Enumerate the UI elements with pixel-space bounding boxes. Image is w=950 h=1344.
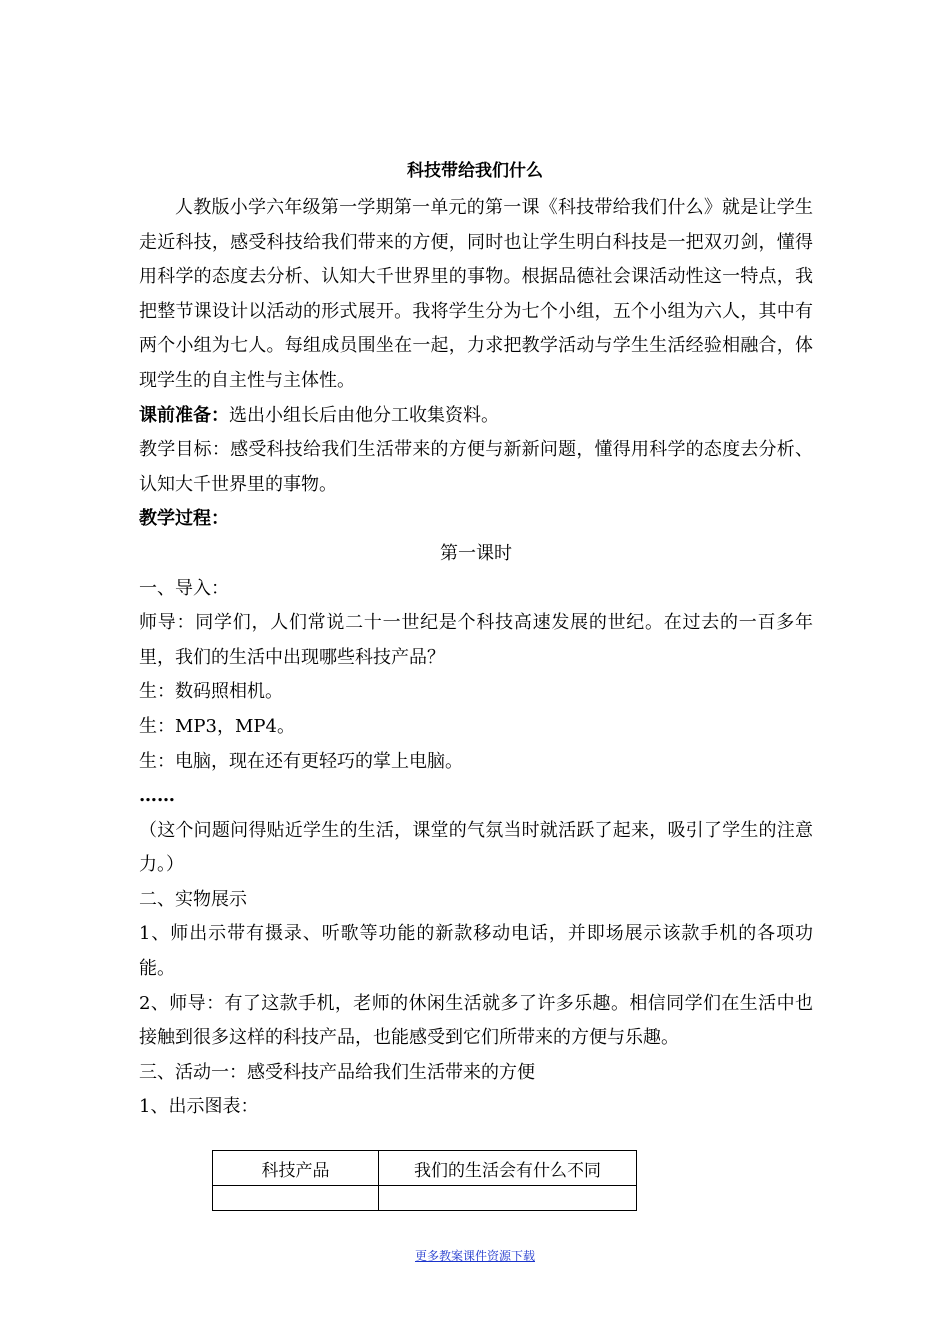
table-cell [213, 1186, 379, 1211]
lesson-heading: 第一课时 [440, 542, 512, 564]
teacher-line-1: 师导：同学们，人们常说二十一世纪是个科技高速发展的世纪。在过去的一百多年里，我们的生活中出现哪些科技产品？ [139, 612, 813, 668]
section-2-item-1: 1、师出示带有摄录、听歌等功能的新款移动电话，并即场展示该款手机的各项功能。 [139, 923, 813, 980]
footer [0, 1247, 950, 1264]
ellipsis-line: …… [139, 785, 175, 807]
student-line-2: 生：MP3，MP4。 [139, 715, 295, 737]
note-paragraph: （这个问题问得贴近学生的生活，课堂的气氛当时就活跃了起来，吸引了学生的注意力。） [139, 819, 813, 876]
section-3-item-1: 1、出示图表： [139, 1096, 259, 1118]
activity-table [212, 1150, 637, 1211]
section-2-heading: 二、实物展示 [139, 888, 247, 910]
document-title: 科技带给我们什么 [407, 161, 543, 181]
download-link[interactable]: 更多教案课件资源下载 [414, 1249, 535, 1263]
intro-paragraph: 人教版小学六年级第一学期第一单元的第一课《科技带给我们什么》就是让学生走近科技，感受科技给我们带来的方便，同时也让学生明白科技是一把双刃剑，懂得用科学的态度去分析、认知大千世界里的事物。根据品德社会课活动性这一特点，我把整节课设计以活动的形式展开。我将学生分为七个小组，五个小组为六人，其中有两个小组为七人。每组成员围坐在一起，力求把教学活动与学生生活经验相融合，体现学生的自主性与主体性。 [139, 197, 813, 391]
student-line-3: 生：电脑，现在还有更轻巧的掌上电脑。 [139, 750, 463, 772]
section-1-heading: 一、导入： [139, 577, 229, 599]
table-row [213, 1186, 637, 1211]
table-cell [379, 1186, 637, 1211]
goal-paragraph: 教学目标：感受科技给我们生活带来的方便与新新问题，懂得用科学的态度去分析、认知大千世界里的事物。 [139, 439, 813, 495]
process-heading: 教学过程： [139, 508, 229, 530]
section-3-heading: 三、活动一：感受科技产品给我们生活带来的方便 [139, 1061, 535, 1083]
section-2-item-2: 2、师导：有了这款手机，老师的休闲生活就多了许多乐趣。相信同学们在生活中也接触到很多这样的科技产品，也能感受到它们所带来的方便与乐趣。 [139, 992, 813, 1049]
table-header-difference: 我们的生活会有什么不同 [379, 1151, 637, 1186]
table-header-row [213, 1151, 637, 1186]
document-body [139, 191, 813, 1125]
student-line-1: 生：数码照相机。 [139, 681, 283, 703]
prep-line [139, 399, 813, 434]
table-header-product: 科技产品 [213, 1151, 379, 1186]
prep-text: 选出小组长后由他分工收集资料。 [229, 404, 499, 426]
prep-label: 课前准备： [139, 404, 229, 426]
